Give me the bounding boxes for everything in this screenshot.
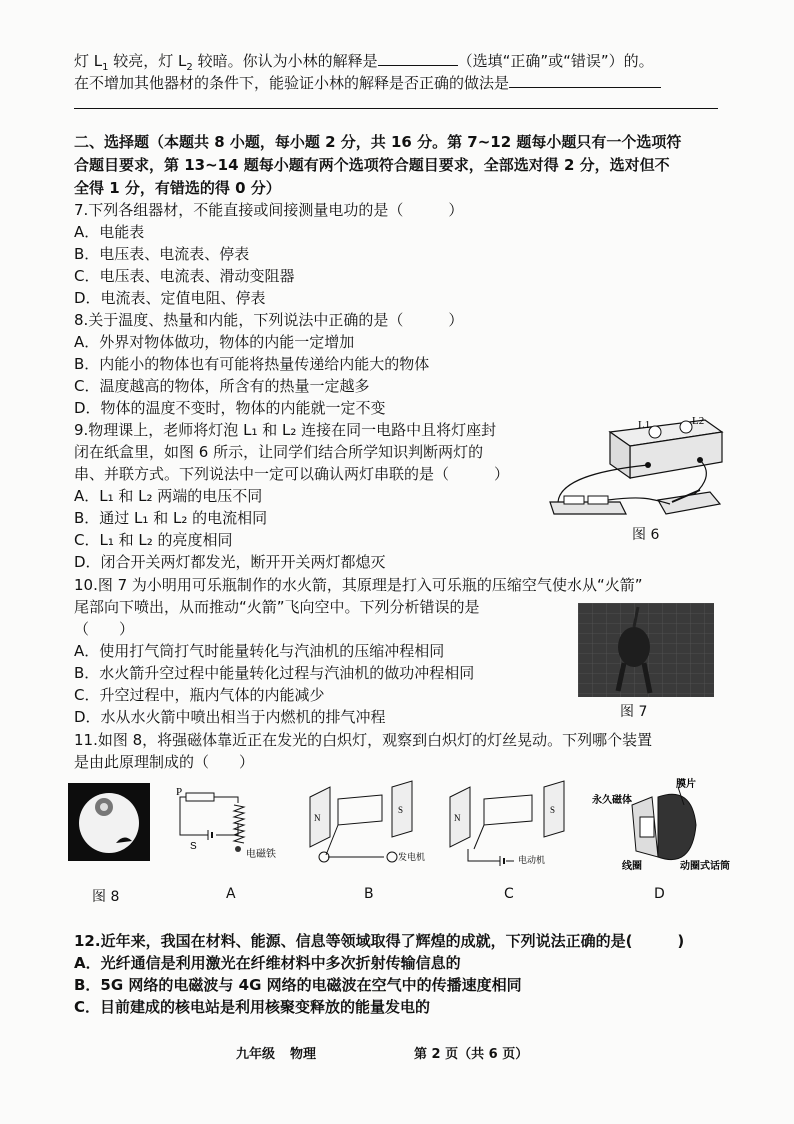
text: 在不增加其他器材的条件下，能验证小林的解释是否正确的做法是 [74,74,510,92]
svg-text:S: S [398,805,404,815]
figure-7-photo [578,603,714,697]
question-10-stem: 10.图 7 为小明用可乐瓶制作的水火箭，其原理是打入可乐瓶的压缩空气使水从“火箭” [74,576,643,594]
q7-option-a[interactable]: A．电能表 [74,223,145,241]
figure-b-label: B [364,886,374,902]
subscript: 2 [186,62,193,73]
fig-d-magnet: 永久磁体 [592,795,632,806]
text: 灯 L [74,52,103,70]
q10-option-c[interactable]: C．升空过程中，瓶内气体的内能减少 [74,686,325,704]
section-header-line: 合题目要求，第 13~14 题每小题有两个选项符合题目要求，全部选对得 2 分，选对但不 [74,156,670,174]
q8-option-c[interactable]: C．温度越高的物体，所含有的热量一定越多 [74,377,370,395]
question-9-stem: 串、并联方式。下列说法中一定可以确认两灯串联的是（ ） [74,465,510,483]
q7-option-b[interactable]: B．电压表、电流表、停表 [74,245,250,263]
figure-a-label: A [226,886,236,902]
answer-blank[interactable] [509,72,661,88]
figure-c-motor [444,777,576,869]
fig-c-text: 电动机 [518,855,546,865]
footer-page-number: 第 2 页（共 6 页） [414,1047,529,1062]
q7-option-d[interactable]: D．电流表、定值电阻、停表 [74,289,266,307]
q10-option-a[interactable]: A．使用打气筒打气时能量转化与汽油机的压缩冲程相同 [74,642,445,660]
q8-option-d[interactable]: D．物体的温度不变时，物体的内能就一定不变 [74,399,386,417]
figure-d-microphone [592,777,742,877]
section-header-line: 二、选择题（本题共 8 小题，每小题 2 分，共 16 分。第 7~12 题每小题只有一个选项符 [74,133,682,151]
subscript: 1 [102,62,109,73]
question-8-stem: 8.关于温度、热量和内能，下列说法中正确的是（ ） [74,311,464,329]
figure-6-caption: 图 6 [632,527,660,543]
question-9-stem: 闭在纸盒里，如图 6 所示，让同学们结合所学知识判断两灯的 [74,443,484,461]
question-11-stem: 11.如图 8，将强磁体靠近正在发光的白炽灯，观察到白炽灯的灯丝晃动。下列哪个装置 [74,731,653,749]
q12-option-a[interactable]: A．光纤通信是利用激光在纤维材料中多次折射传输信息的 [74,954,461,972]
figure-b-generator [302,777,432,869]
q9-option-a[interactable]: A．L₁ 和 L₂ 两端的电压不同 [74,487,263,505]
q12-option-c[interactable]: C．目前建成的核电站是利用核聚变释放的能量发电的 [74,998,431,1016]
figure-a-electromagnet [168,783,280,865]
figure-8-photo [68,783,150,861]
footer-grade: 九年级 [236,1047,276,1062]
text: （选填“正确”或“错误”）的。 [457,52,654,70]
section-header-line: 全得 1 分，有错选的得 0 分） [74,179,281,197]
svg-text:N: N [454,813,461,823]
question-11-stem: 是由此原理制成的（ ） [74,753,255,771]
q10-option-d[interactable]: D．水从水火箭中喷出相当于内燃机的排气冲程 [74,708,386,726]
question-9-stem: 9.物理课上，老师将灯泡 L₁ 和 L₂ 连接在同一电路中且将灯座封 [74,421,497,439]
q9-option-b[interactable]: B．通过 L₁ 和 L₂ 的电流相同 [74,509,268,527]
answer-blank-line[interactable] [74,108,718,109]
question-10-stem: （ ） [74,620,135,638]
question-10-stem: 尾部向下喷出，从而推动“火箭”飞向空中。下列分析错误的是 [74,598,480,616]
question-7-stem: 7.下列各组器材，不能直接或间接测量电功的是（ ） [74,201,464,219]
fig6-l2-label: L2 [692,415,705,427]
fig-a-s-label: S [190,841,197,852]
figure-d-label: D [654,886,665,902]
figure-c-label: C [504,886,514,902]
svg-text:N: N [314,813,321,823]
figure-7-caption: 图 7 [620,704,648,720]
fig-d-membrane: 膜片 [676,779,696,790]
q9-option-c[interactable]: C．L₁ 和 L₂ 的亮度相同 [74,531,233,549]
q9-option-d[interactable]: D．闭合开关两灯都发光，断开开关两灯都熄灭 [74,553,386,571]
answer-blank[interactable] [378,50,458,66]
fig-d-coil: 线圈 [622,861,642,872]
footer-subject: 物理 [290,1047,317,1062]
fig-d-name: 动圈式话筒 [680,861,730,872]
figure-6-circuit [540,410,730,522]
svg-text:S: S [550,805,556,815]
q8-option-b[interactable]: B．内能小的物体也有可能将热量传递给内能大的物体 [74,355,430,373]
fig6-l1-label: L1 [638,419,651,431]
fig-b-text: 发电机 [398,852,426,862]
q7-option-c[interactable]: C．电压表、电流表、滑动变阻器 [74,267,295,285]
fig-a-text: 电磁铁 [246,849,276,860]
text: 较暗。你认为小林的解释是 [192,52,378,70]
fig-a-p-label: P [176,786,183,798]
question-12-stem: 12.近年来，我国在材料、能源、信息等领域取得了辉煌的成就，下列说法正确的是( ) [74,932,685,950]
q10-option-b[interactable]: B．水火箭升空过程中能量转化过程与汽油机的做功冲程相同 [74,664,475,682]
q12-option-b[interactable]: B．5G 网络的电磁波与 4G 网络的电磁波在空气中的传播速度相同 [74,976,522,994]
q8-option-a[interactable]: A．外界对物体做功，物体的内能一定增加 [74,333,355,351]
figure-8-caption: 图 8 [92,889,120,905]
text: 较亮，灯 L [108,52,187,70]
answer-line-2 [74,72,661,93]
